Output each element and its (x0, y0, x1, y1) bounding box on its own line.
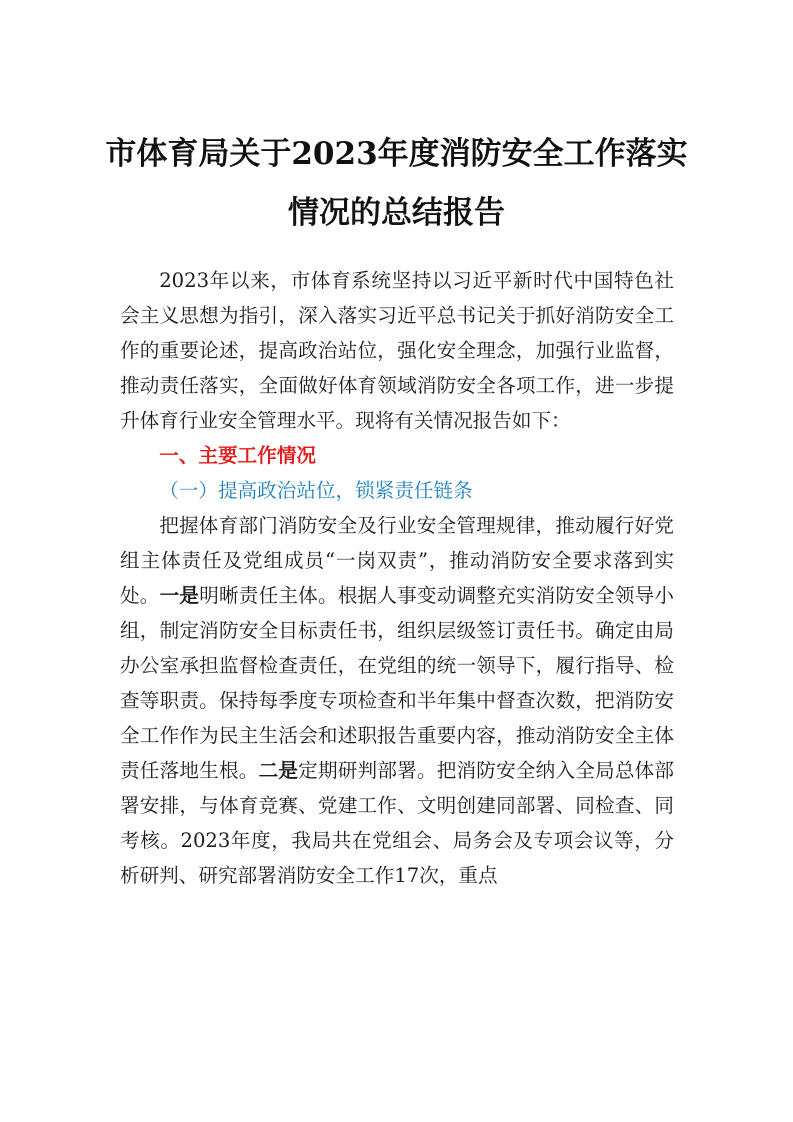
section-heading-main-work: 一、主要工作情况 (159, 444, 316, 467)
intro-paragraph: 2023年以来，市体育系统坚持以习近平新时代中国特色社会主义思想为指引，深入落实习近平总书记关于抓好消防安全工作的重要论述，提高政治站位，强化安全理念，加强行业监督，推动责任落实，全面做好体育领域消防安全各项工作，进一步提升体育行业安全管理水平。现将有关情况报告如下： (120, 269, 674, 432)
document-title-line-1: 市体育局关于2023年度消防安全工作落实 (105, 136, 688, 172)
paragraph-text: 明晰责任主体。根据人事变动调整充实消防安全领导小组，制定消防安全目标责任书，组织层级签订责任书。确定由局办公室承担监督检查责任，在党组的统一领导下，履行指导、检查等职责。保持每季度专项检查和半年集中督查次数，把消防安全工作作为民主生活会和述职报告重要内容，推动消防安全主体责任落地生根。 (120, 584, 675, 782)
paragraph-text: 定期研判部署。把消防安全纳入全局总体部署安排，与体育竞赛、党建工作、文明创建同部署、同检查、同考核。2023年度，我局共在党组会、局务会及专项会议等，分析研判、研究部署消防安全工作17次，重点 (120, 759, 675, 887)
point-label-second: 二是 (258, 759, 299, 782)
point-label-first: 一是 (159, 584, 200, 607)
responsibility-paragraph (120, 508, 674, 893)
subsection-heading-responsibility: （一）提高政治站位，锁紧责任链条 (159, 479, 473, 502)
document-title-line-2: 情况的总结报告 (288, 195, 505, 231)
document-body (120, 263, 674, 893)
paragraph-text: 把握体育部门消防安全及行业安全管理规律，推动履行好党组主体责任及党组成员“一岗双责”，推动消防安全要求落到实处。 (120, 514, 674, 607)
